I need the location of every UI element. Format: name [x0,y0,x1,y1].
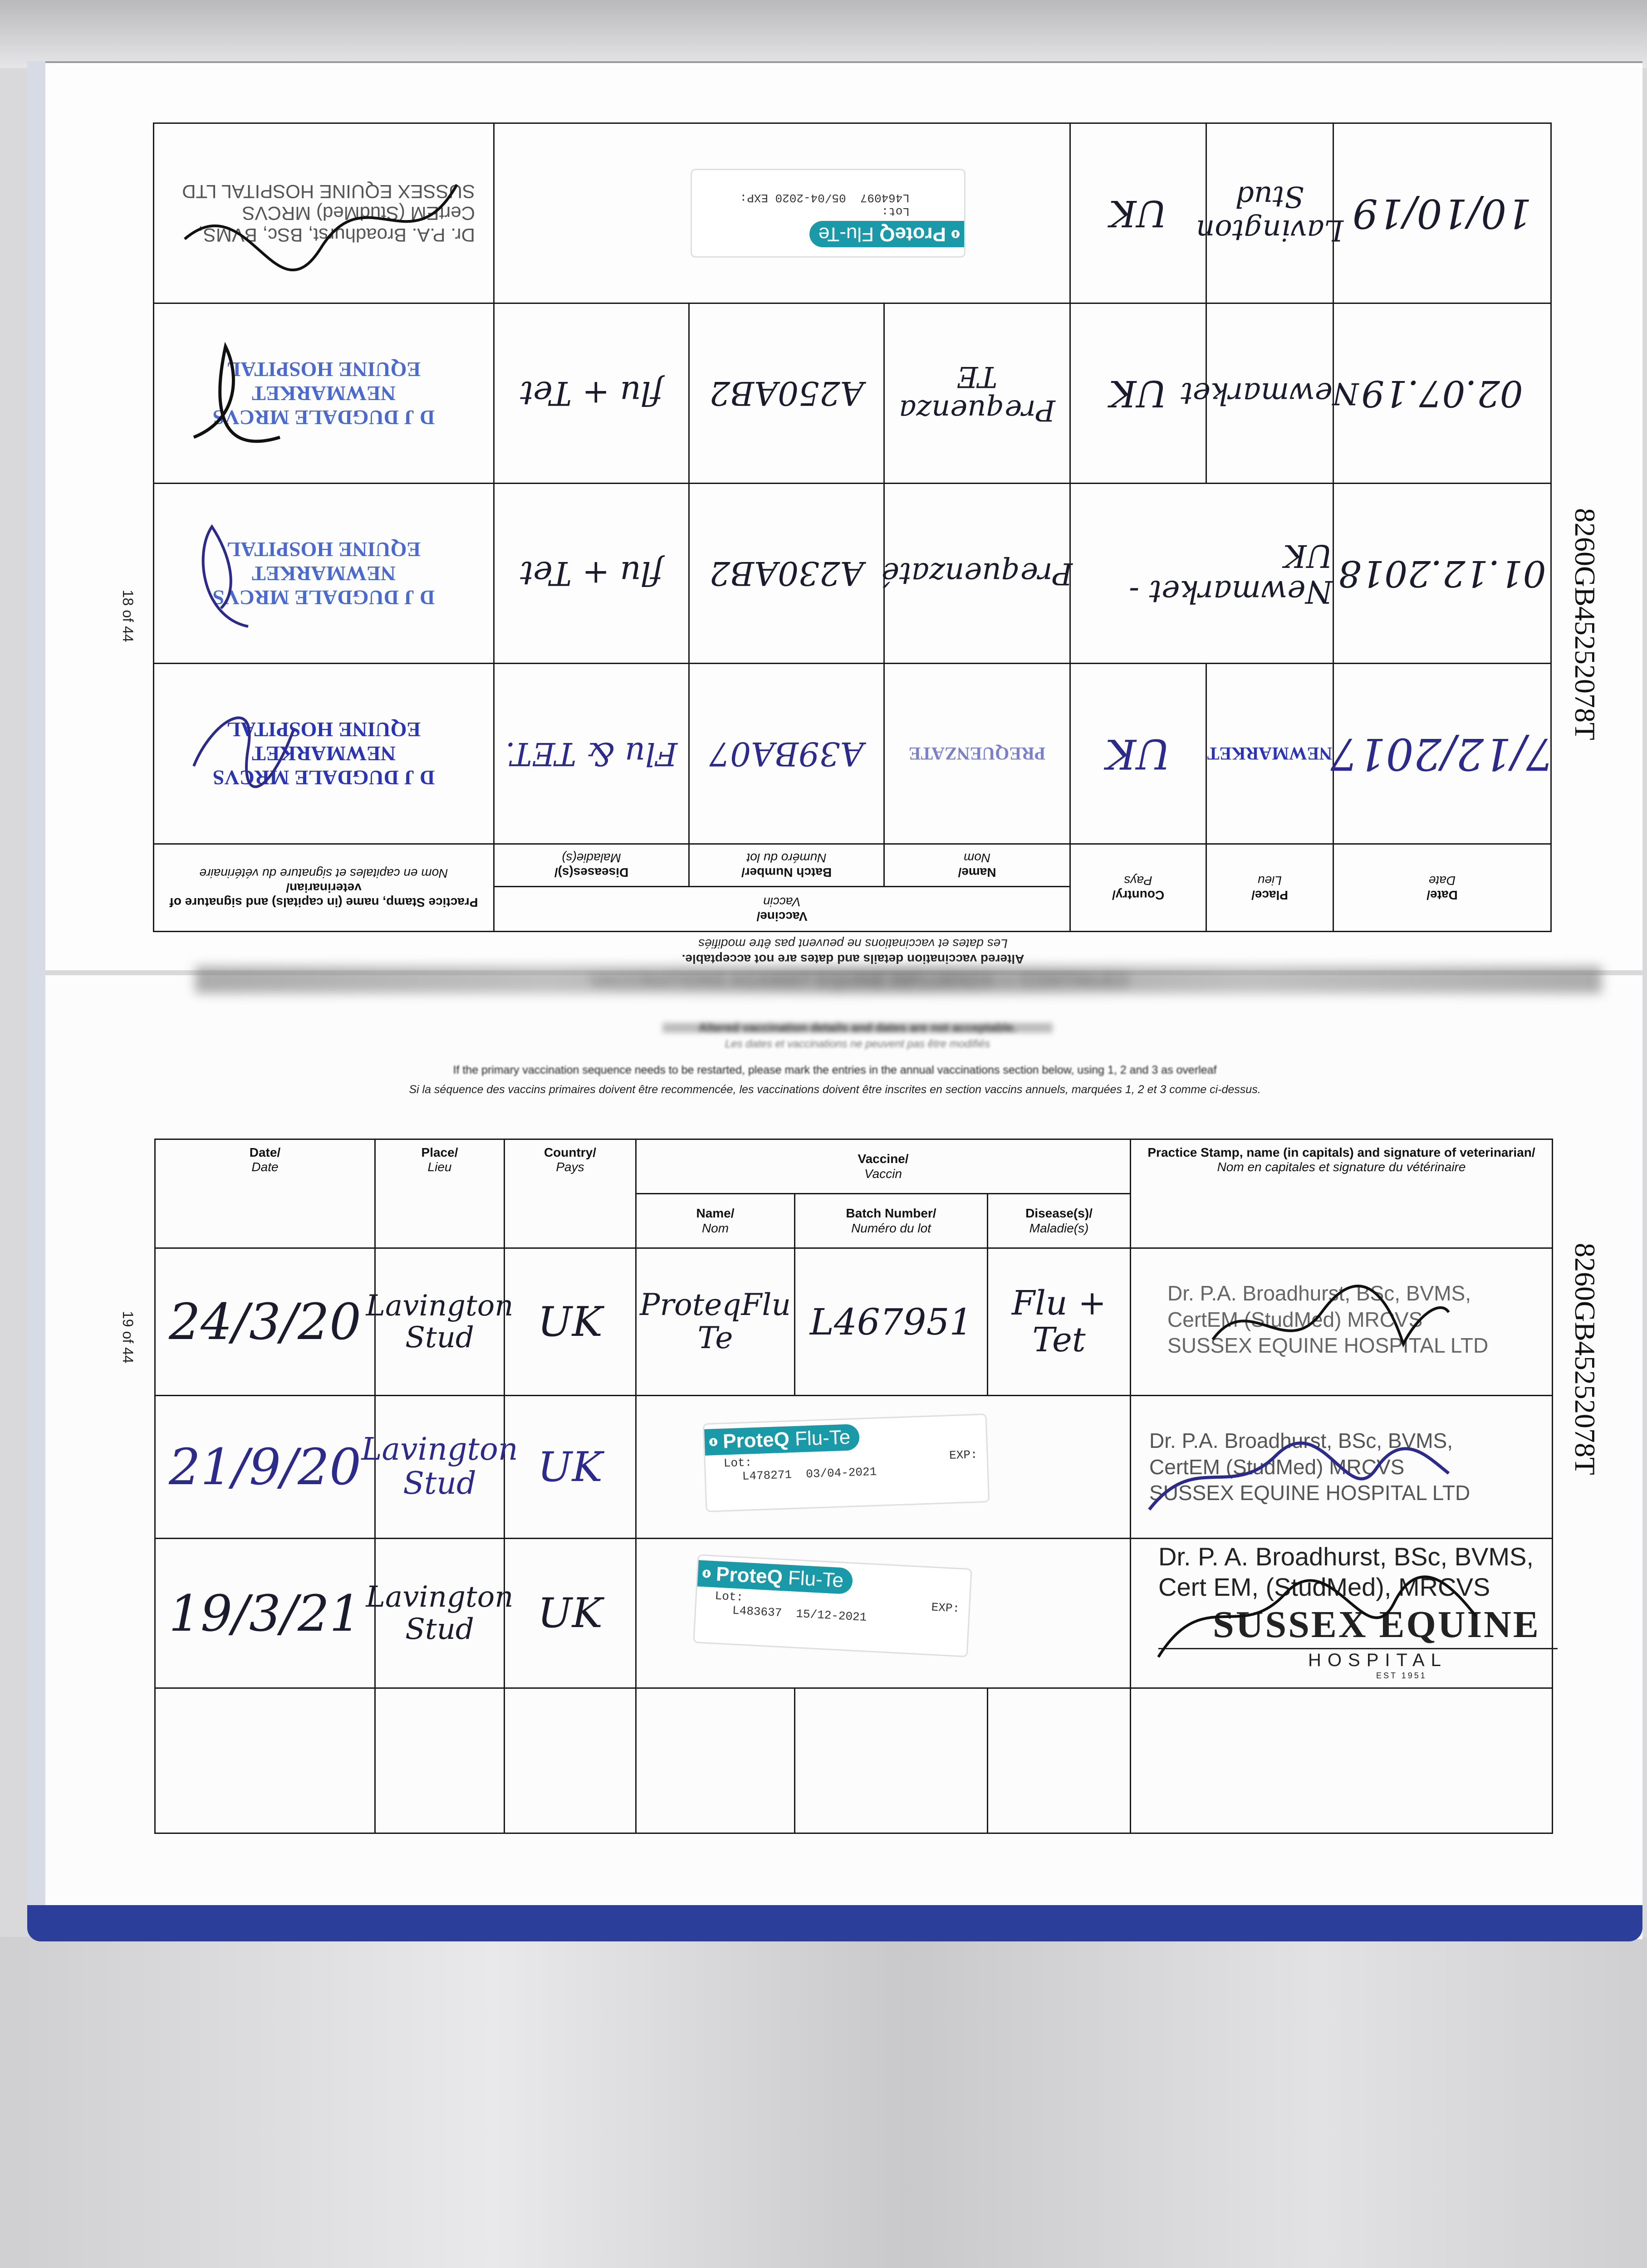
sticker-brand: ⬇ ProteQ Flu-Te [809,221,964,247]
cell-date: 21/9/20 [155,1396,375,1539]
vaccination-table-upper [153,122,1552,932]
cell-place: NEWMARKET [1206,664,1333,844]
arrow-icon: ⬇ [709,1438,718,1447]
cell-date: 02.07.19 [1333,303,1551,484]
cell-disease: Flu & TET. [494,664,689,844]
signature [167,509,266,645]
vet-stamp: Dr. P.A. Broadhurst, BSc, BVMS, CertEM (StudMed) MRCVS SUSSEX EQUINE HOSPITAL LTD [1149,1429,1471,1505]
signature [176,157,466,275]
table-row [153,123,1551,303]
cell-batch: A230AB2 [689,484,884,664]
header-batch: Batch Number/ Numéro du lot [689,844,884,886]
cell-batch: A250AB2 [689,303,884,484]
cell-country: UK [1070,664,1206,844]
table-row [155,1688,1553,1833]
passport-cover-edge-left [27,61,45,1935]
cell-empty [155,1688,375,1833]
header-name: Name/ Nom [884,844,1070,886]
table-row [155,1396,1553,1539]
cell-vaccine-name: Prequenzaté [884,484,1070,664]
cell-vaccine-name: Prequenza TE [884,303,1070,484]
cell-stamp [1131,1396,1553,1539]
cell-place: Newmarket [1206,303,1333,484]
vaccine-batch-sticker: ⬇ ProteQ Flu-Te Lot: EXP: L478271 03/04-2021 [703,1414,989,1512]
signature [1140,1566,1485,1675]
header-name: Name/ Nom [636,1194,795,1248]
vaccination-table-lower [154,1139,1553,1834]
vet-stamp: Dr. P.A. Broadhurst, BSc, BVMS, CertEM (StudMed) MRCVS SUSSEX EQUINE HOSPITAL LTD [1167,1281,1489,1357]
scanner-bottom-area [0,1937,1647,2268]
header-stamp: Practice Stamp, name (in capitals) and signature of veterinarian/ Nom en capitales et signature du vétérinaire [1131,1139,1553,1248]
page-number: 19 of 44 [120,1311,136,1364]
cell-disease: flu + Tet [494,484,689,664]
cell-batch: L467951 [795,1248,988,1396]
cell-date: 7/12/2017 [1333,664,1551,844]
header-date: Date/ Date [155,1139,375,1248]
cell-vaccine-sticker [636,1396,1131,1539]
arrow-icon: ⬇ [951,230,960,238]
cell-vaccine-sticker [494,123,1070,303]
signature [176,328,294,464]
header-vaccine: Vaccine/ Vaccin [494,886,1070,931]
table-row [153,484,1551,664]
header-place: Place/ Lieu [375,1139,505,1248]
cell-empty [1131,1688,1553,1833]
sticker-brand: ⬇ ProteQ Flu-Te [697,1560,853,1594]
cell-stamp [1131,1539,1553,1688]
passport-id: 8260GB45252078T [1569,1243,1601,1475]
cell-date: 19/3/21 [155,1539,375,1688]
cell-place: Newmarket - UK [1070,484,1333,664]
scanner-top-edge [0,0,1647,68]
cell-stamp: D J DUGDALE MRCVS NEWMARKET EQUINE HOSPITAL [153,664,494,844]
cell-empty [505,1688,636,1833]
cell-place: Lavington Stud [1206,123,1333,303]
header-stamp: Practice Stamp, name (in capitals) and signature of veterinarian/ Nom en capitales et signature du vétérinaire [153,844,494,931]
cell-stamp: D J DUGDALE MRCVS NEWMARKET EQUINE HOSPITAL [153,484,494,664]
cell-batch: A39BA07 [689,664,884,844]
restart-instructions: If the primary vaccination sequence needs to be restarted, please mark the entries in the annual vaccinations section below, using 1, 2 and 3 as overleaf [453,1064,1217,1076]
header-place: Place/ Lieu [1206,844,1333,931]
page-number: 18 of 44 [120,590,136,642]
header-country: Country/ Pays [505,1139,636,1248]
vaccine-batch-sticker: ⬇ ProteQ Flu-Te Lot: L464097 05/04-2020 EXP: [691,169,965,257]
cell-country: UK [505,1396,636,1539]
cell-country: UK [1070,123,1206,303]
sticker-brand: ⬇ ProteQ Flu-Te [704,1424,860,1456]
header-date: Date/ Date [1333,844,1551,931]
cell-country: UK [505,1248,636,1396]
restart-instructions-fr: Si la séquence des vaccins primaires doivent être recommencée, les vaccinations doivent être inscrites en section vaccins annuels, marquées 1, 2 et 3 comme ci-dessus. [409,1083,1261,1096]
cell-stamp [1131,1248,1553,1396]
cell-disease: Flu + Tet [988,1248,1131,1396]
passport-cover-blue [27,1905,1642,1941]
cell-empty [988,1688,1131,1833]
table-row [155,1248,1553,1396]
notice-altered: Altered vaccination details and dates are not acceptable. [681,952,1024,966]
vet-stamp: Dr. P. A. Broadhurst, BSc, BVMS, Cert EM, (StudMed), MRCVS SUSSEX EQUINE HOSPITAL EST 1951 [1158,1541,1558,1681]
table-row [153,303,1551,484]
cell-vaccine-name: PREQUENZATE [884,664,1070,844]
header-disease: Diseases(s)/ Maladie(s) [494,844,689,886]
blurred-header: VACCINATIONS AGAINST EQUINE INFLUENZA — CONTINUED [590,971,1129,991]
cell-country: UK [505,1539,636,1688]
vaccine-batch-sticker: ⬇ ProteQ Flu-Te Lot: EXP: L483637 15/12-2021 [693,1554,971,1657]
cell-date: 01.12.2018 [1333,484,1551,664]
cell-stamp: Dr. P.A. Broadhurst, BSc, BVMS, CertEM (StudMed) MRCVS SUSSEX EQUINE HOSPITAL LTD [153,123,494,303]
notice-altered: Altered vaccination details and dates are not acceptable. [698,1021,1017,1034]
cell-empty [375,1688,505,1833]
table-row [153,664,1551,844]
cell-place: Lavington Stud [375,1539,505,1688]
signature [185,703,303,821]
cell-stamp: D J DUGDALE MRCVS NEWMARKET EQUINE HOSPITAL [153,303,494,484]
header-country: Country/ Pays [1070,844,1206,931]
cell-date: 24/3/20 [155,1248,375,1396]
signature [1140,1423,1458,1528]
notice-altered-fr: Les dates et vaccinations ne peuvent pas être modifiés [698,937,1008,951]
cell-vaccine-name: ProteqFlu Te [636,1248,795,1396]
cell-place: Lavington Stud [375,1248,505,1396]
cell-empty [795,1688,988,1833]
cell-empty [636,1688,795,1833]
header-vaccine: Vaccine/ Vaccin [636,1139,1131,1194]
cell-disease: flu + Tet [494,303,689,484]
header-disease: Disease(s)/ Maladie(s) [988,1194,1131,1248]
table-row [155,1539,1553,1688]
cell-country: UK [1070,303,1206,484]
notice-altered-fr: Les dates et vaccinations ne peuvent pas être modifiés [725,1038,990,1050]
cell-vaccine-sticker [636,1539,1131,1688]
cell-place: Lavington Stud [375,1396,505,1539]
cell-date: 10/10/19 [1333,123,1551,303]
passport-id: 8260GB45252078T [1569,508,1601,740]
signature [1204,1271,1458,1371]
header-batch: Batch Number/ Numéro du lot [795,1194,988,1248]
page-18-rotated-content [154,122,1552,966]
arrow-icon: ⬇ [702,1569,711,1578]
